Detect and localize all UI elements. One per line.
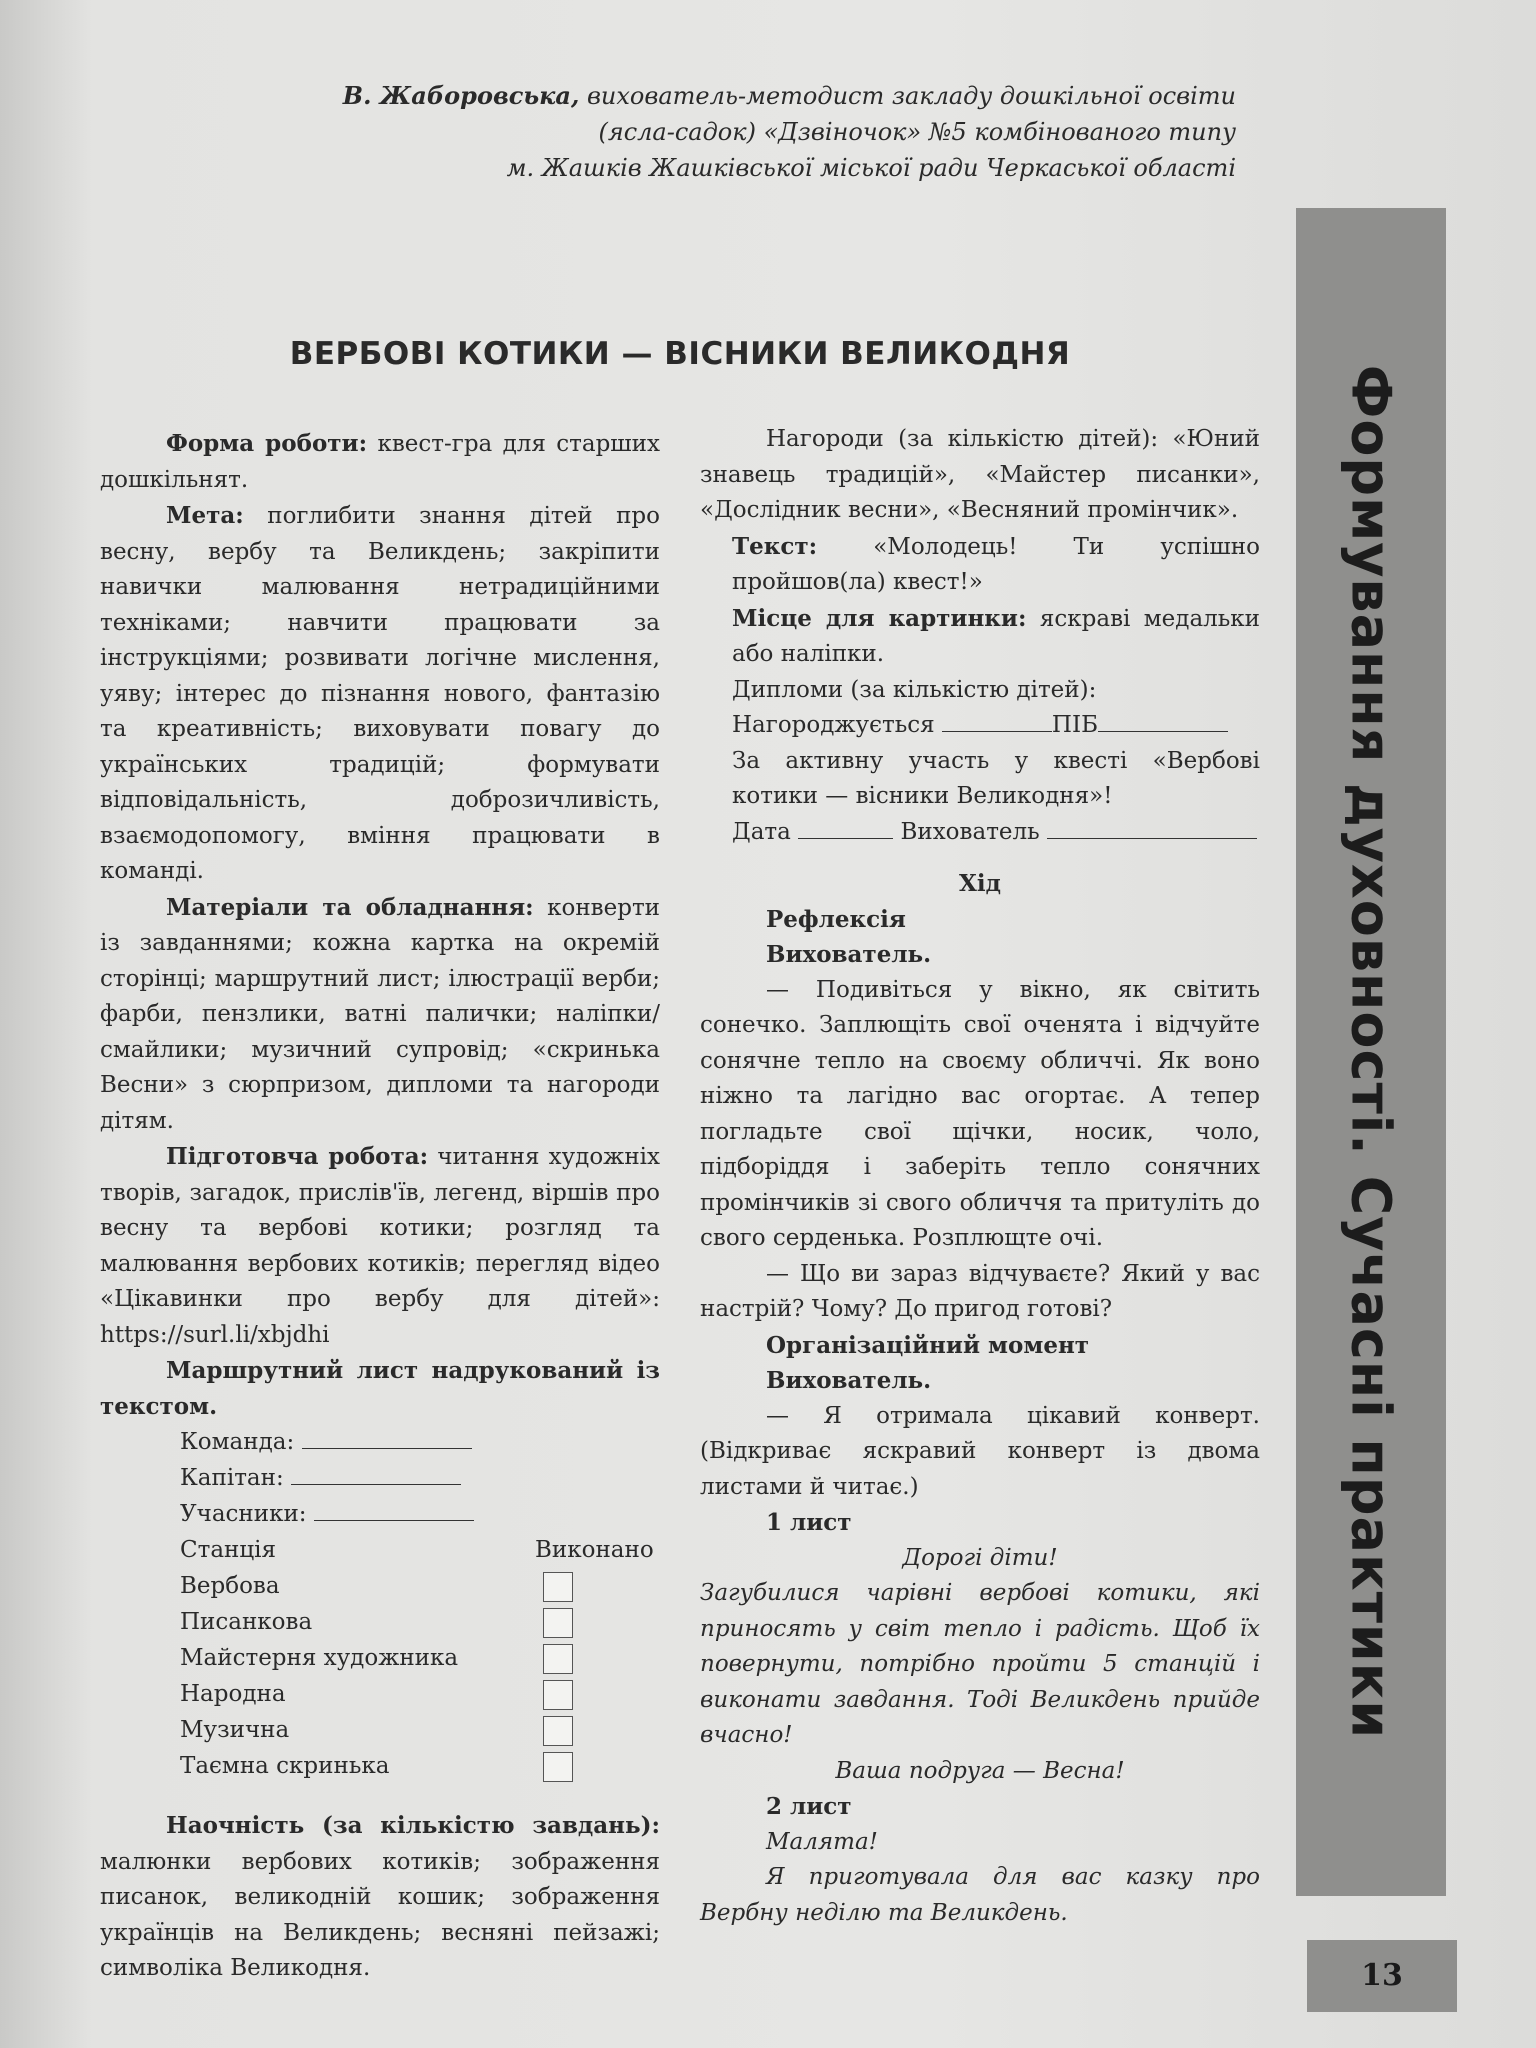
station-name: Таємна скринька (180, 1753, 390, 1779)
goal-label: Мета: (166, 502, 244, 529)
awarded-blank (942, 708, 1052, 732)
award-text-label: Текст: (732, 532, 818, 560)
awarded-label: Нагороджується (732, 712, 935, 738)
route-heading: Маршрутний лист надрукований із текстом. (100, 1357, 660, 1420)
letter-1-signature: Ваша подруга — Весна! (835, 1757, 1125, 1784)
active-participation: За активну участь у квесті «Вербові котики — вісники Великодня»! (732, 747, 1260, 809)
awards-paragraph: Нагороди (за кількістю дітей): «Юний знавець традицій», «Майстер писанки», «Дослідник весни», «Весняний промінчик». (700, 426, 1260, 523)
diplomas-line: Дипломи (за кількістю дітей): (732, 676, 1097, 703)
letter-2-heading: 2 лист (766, 1793, 852, 1820)
materials-label: Матеріали та обладнання: (166, 893, 534, 921)
author-block (236, 78, 1236, 186)
station-header: Станція (180, 1537, 277, 1563)
station-name: Музична (180, 1717, 290, 1743)
prep-paragraph (100, 1139, 660, 1353)
done-checkbox[interactable] (543, 1752, 573, 1782)
educator-blank (1047, 815, 1257, 839)
captain-row (180, 1460, 654, 1496)
participants-label: Учасники: (180, 1501, 307, 1527)
captain-label: Капітан: (180, 1465, 284, 1491)
letter-1-greeting: Дорогі діти! (902, 1544, 1058, 1571)
done-checkbox[interactable] (543, 1644, 573, 1674)
educator-heading-2: Вихователь. (766, 1367, 932, 1394)
pib-blank (1098, 708, 1228, 732)
visual-label: Наочність (за кількістю завдань): (166, 1812, 660, 1839)
station-name: Вербова (180, 1573, 280, 1599)
done-header: Виконано (535, 1537, 654, 1563)
materials-text: конверти із завданнями; кожна картка на окремій сторінці; маршрутний лист; ілюстрації верби; фарби, пензлики, ватні палички; наліпки/смайлики; музичний супровід; «скринька Весни» з сюрпризом, дипломи та нагороди дітям. (100, 894, 661, 1134)
done-checkbox[interactable] (543, 1608, 573, 1638)
visual-text: малюнки вербових котиків; зображення писанок, великодній кошик; зображення українців на Великдень; весняні пейзажі; символіка Великодня. (100, 1848, 660, 1981)
educator-heading: Вихователь. (766, 941, 932, 968)
done-checkbox[interactable] (543, 1572, 573, 1602)
page-number: 13 (1307, 1940, 1457, 2012)
pib-label: ПІБ (1051, 712, 1098, 738)
author-location: м. Жашків Жашківської міської ради Черкаської області (506, 154, 1236, 182)
procedure-heading: Хід (959, 870, 1001, 897)
done-checkbox[interactable] (543, 1680, 573, 1710)
goal-paragraph (100, 498, 660, 890)
author-institution: (ясла-садок) «Дзвіночок» №5 комбінованого типу (598, 118, 1236, 146)
picture-paragraph (700, 601, 1260, 673)
picture-value: яскраві медальки або наліпки. (732, 605, 1260, 667)
prep-text: читання художніх творів, загадок, прислів'їв, легенд, віршів про весну та вербові котики; розгляд та малювання вербових котиків; перегляд відео «Цікавинки про вербу для дітей»: https://surl.li/xbjdhi (100, 1144, 661, 1348)
picture-label: Місце для картинки: (732, 604, 1027, 632)
org-moment-heading: Організаційний момент (766, 1331, 1090, 1359)
goal-text: поглибити знання дітей про весну, вербу та Великдень; закріпити навички малювання нетрадиційними техніками; навчити працювати за інструкціями; розвивати логічне мислення, уяву; інтерес до пізнання нового, фантазію та креативність; виховувати повагу до українських традицій; формувати відповідальність, доброзичливість, взаємодопомогу, вміння працювати в команді. (100, 503, 660, 884)
team-row (180, 1424, 654, 1460)
reflection-paragraph-2: — Що ви зараз відчуваєте? Який у вас настрій? Чому? До пригод готові? (700, 1260, 1260, 1322)
done-checkbox[interactable] (543, 1716, 573, 1746)
letter-2-text: Я приготувала для вас казку про Вербну неділю та Великдень. (700, 1864, 1260, 1926)
form-paragraph (100, 426, 660, 498)
captain-blank (291, 1461, 461, 1485)
reflection-paragraph-1: — Подивіться у вікно, як світить сонечко. Заплющіть свої оченята і відчуйте сонячне тепло на своєму обличчі. Як воно ніжно та лагідно вас огортає. А тепер погладьте свої щічки, носик, чоло, підборіддя і заберіть тепло сонячних промінчиків зі свого обличчя та притуліть до свого серденька. Розплющте очі. (700, 976, 1260, 1251)
educator-label: Вихователь (900, 818, 1040, 845)
date-blank (798, 815, 893, 839)
letter-1-heading: 1 лист (766, 1509, 852, 1536)
reflection-heading: Рефлексія (766, 905, 906, 933)
author-position: вихователь-методист закладу дошкільної освіти (579, 82, 1236, 110)
right-column (700, 422, 1260, 1931)
form-label: Форма роботи: (166, 430, 368, 457)
award-text-value: «Молодець! Ти успішно пройшов(ла) квест!» (732, 533, 1260, 595)
date-label: Дата (732, 818, 791, 845)
org-paragraph: — Я отримала цікавий конверт. (Відкриває яскравий конверт із двома листами й читає.) (700, 1402, 1260, 1500)
team-label: Команда: (180, 1429, 295, 1455)
prep-label: Підготовча робота: (166, 1143, 429, 1170)
participants-blank (314, 1497, 474, 1521)
team-blank (302, 1425, 472, 1449)
section-title: Формування духовності. Сучасні практики (1339, 364, 1403, 1740)
station-name: Майстерня художника (180, 1645, 459, 1671)
station-name: Писанкова (180, 1609, 313, 1635)
participants-row (180, 1496, 654, 1532)
station-name: Народна (180, 1681, 286, 1707)
form-text: квест-гра для старших дошкільнят. (100, 431, 660, 493)
award-text-paragraph (700, 529, 1260, 601)
letter-1-text: Загубилися чарівні вербові котики, які приносять у світ тепло і радість. Щоб їх повернути, потрібно пройти 5 станцій і виконати завдання. Тоді Великдень прийде вчасно! (700, 1580, 1260, 1748)
route-sheet (180, 1424, 654, 1784)
awarded-line (700, 708, 1260, 744)
author-name: В. Жаборовська, (342, 81, 580, 110)
visual-paragraph (100, 1808, 660, 1987)
materials-paragraph (100, 890, 660, 1140)
section-sidebar (1296, 208, 1446, 1896)
left-column (100, 426, 660, 1987)
date-line (700, 815, 1260, 851)
letter-2-greeting: Малята! (766, 1828, 878, 1855)
article-title: ВЕРБОВІ КОТИКИ — ВІСНИКИ ВЕЛИКОДНЯ (289, 336, 1071, 372)
